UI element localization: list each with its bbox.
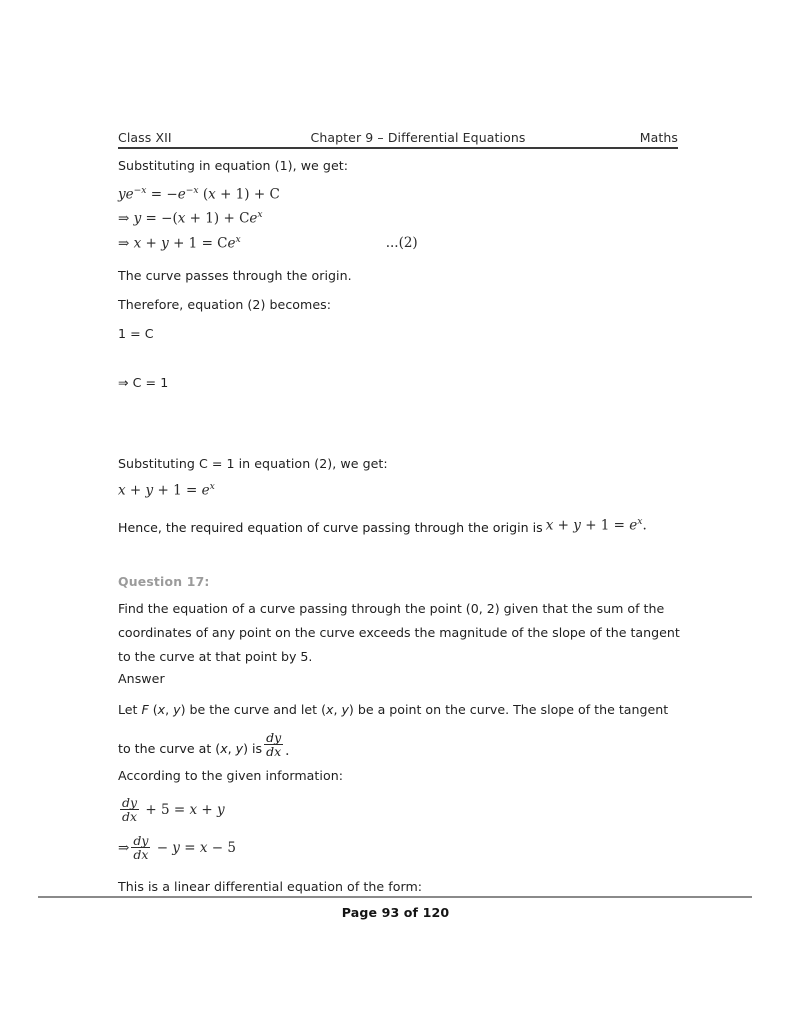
page-body [118,158,683,894]
footer-divider [38,896,752,898]
answer-line-2-prefix: to the curve at (x, y) is [118,740,263,756]
question-heading: Question 17: [118,573,210,589]
text-hence-prefix: Hence, the required equation of curve passing through the origin is [118,519,543,535]
equation-line-3-row [118,234,683,252]
fraction-denominator: dx [120,809,139,824]
implies-arrow: ⇒ [118,840,130,857]
fraction-dy-dx-eq2 [131,834,150,862]
fraction-numerator: dy [133,832,149,848]
header-chapter-title: Chapter 9 – Differential Equations [310,130,526,145]
text-one-equals-c: 1 = C [118,326,154,342]
text-curve-origin: The curve passes through the origin. [118,268,352,284]
equation-line-3: ⇒ x + y + 1 = Ce$^x$ [118,233,241,252]
equation-dydx-minus-y [118,832,683,863]
answer-line-1: Let F (x, y) be the curve and let (x, y) be a point on the curve. The slope of the tangent [118,701,669,717]
equation-dydx-plus-five [118,794,683,825]
header-subject-label: Maths [639,130,678,145]
text-therefore-eq2: Therefore, equation (2) becomes: [118,297,332,313]
text-substituting-eq1: Substituting in equation (1), we get: [118,158,349,173]
question-text-line-3: to the curve at that point by 5. [118,648,313,664]
equation-dydx-minus-y-rest: − y = x − 5 [156,840,236,857]
equation-line-2: ⇒ y = −(x + 1) + Ce$^x$ [118,209,263,227]
equation-block-2 [118,794,683,863]
answer-line-2-suffix: . [285,742,290,759]
text-implies-c-equals-one: ⇒ C = 1 [118,375,169,391]
text-linear-form: This is a linear differential equation of the form: [118,878,423,894]
header-class-label: Class XII [118,130,172,145]
equation-x-y-one-ex: $x + y + 1 = e^x$ [118,481,215,499]
equation-line-1: $ye^{-x} = -e^{-x}$ (x + 1) + C [118,185,280,203]
fraction-denominator: dx [264,744,283,759]
answer-line-2 [118,729,683,760]
footer-page-number: Page 93 of 120 [341,905,450,920]
page-header [118,130,678,145]
header-divider [118,147,678,149]
answer-label: Answer [118,670,165,686]
question-text-line-1: Find the equation of a curve passing through the point (0, 2) given that the sum of the [118,600,665,616]
equation-number-2: ...(2) [385,234,418,251]
fraction-numerator: dy [122,794,138,810]
fraction-dy-dx-eq1 [120,796,139,824]
fraction-denominator: dx [131,847,150,862]
text-according-to-info: According to the given information: [118,767,344,783]
fraction-numerator: dy [266,729,282,745]
inline-equation-hence: $x + y + 1 = e^x$. [545,516,647,534]
equation-dydx-plus-five-rest: + 5 = x + y [145,802,225,819]
question-text-line-2: coordinates of any point on the curve exceeds the magnitude of the slope of the tangent [118,624,680,640]
text-hence-line [118,516,683,540]
fraction-dy-dx-inline [264,731,283,759]
text-substituting-c: Substituting C = 1 in equation (2), we get: [118,456,388,472]
equation-block-1 [118,185,683,252]
